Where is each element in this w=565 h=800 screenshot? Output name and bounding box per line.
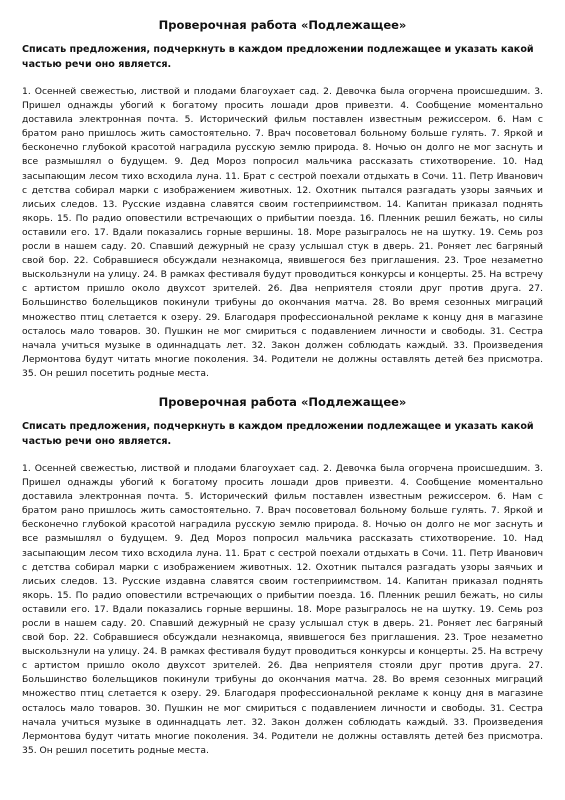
worksheet-title: Проверочная работа «Подлежащее» [158,394,407,409]
worksheet-sentences: 1. Осенней свежестью, листвой и плодами благоухает сад. 2. Девочка была огорчена происшедшим. 3. Пришел однажды убогий к богатому просить лошади дров привезти. 4. Сообщение моментально доставила электронная почта. 5. Исторический фильм поставлен известным режиссером. 6. Нам с братом рано пришлось жить самостоятельно. 7. Врач посоветовал больному больше гулять. 7. Яркой и бесконечно глубокой красотой наградила русскую землю природа. 8. Ночью он долго не мог заснуть и все размышлял о будущем. 9. Дед Мороз попросил мальчика рассказать стихотворение. 10. Над засыпающим лесом тихо всходила луна. 11. Брат с сестрой поехали отдыхать в Сочи. 11. Петр Иванович с детства собирал марки с изображением животных. 12. Охотник пытался разгадать узоры заячьих и лисьих следов. 13. Русские издавна славятся своим гостеприимством. 14. Капитан приказал поднять якорь. 15. По радио оповестили встречающих о прибытии поезда. 16. Пленник решил бежать, но силы оставили его. 17. Вдали показались горные вершины. 18. Море разыгралось не на шутку. 19. Семь роз росли в нашем саду. 20. Спавший дежурный не сразу услышал стук в дверь. 21. Роняет лес багряный свой бор. 22. Собравшиеся обсуждали незнакомца, явившегося без приглашения. 23. Трое незаметно выскользнули на улицу. 24. В рамках фестиваля будут проводиться конкурсы и концерты. 25. На встречу с артистом пришло около двухсот зрителей. 26. Два неприятеля стояли друг против друга. 27. Большинство болельщиков покинули трибуны до окончания матча. 28. Во время сезонных миграций множество птиц слетается к озеру. 29. Благодаря профессиональной рекламе к концу дня в магазине осталось мало товаров. 30. Пушкин не мог смириться с подавлением личности и свободы. 31. Сестра начала учиться музыке в одиннадцать лет. 32. Закон должен соблюдать каждый. 33. Произведения Лермонтова будут читать многие поколения. 34. Родители не должны оставлять детей без присмотра. 35. Он решил посетить родные места. [22,86,543,379]
worksheet-1 [22,18,543,381]
worksheet-2 [22,395,543,758]
worksheet-task: Списать предложения, подчеркнуть в каждом предложении подлежащее и указать какой частью речи оно является. [22,44,534,70]
worksheet-task: Списать предложения, подчеркнуть в каждом предложении подлежащее и указать какой частью речи оно является. [22,420,534,447]
worksheet-title: Проверочная работа «Подлежащее» [158,18,407,32]
worksheet-sentences: 1. Осенней свежестью, листвой и плодами благоухает сад. 2. Девочка была огорчена происшедшим. 3. Пришел однажды убогий к богатому просить лошади дров привезти. 4. Сообщение моментально доставила электронная почта. 5. Исторический фильм поставлен известным режиссером. 6. Нам с братом рано пришлось жить самостоятельно. 7. Врач посоветовал больному больше гулять. 7. Яркой и бесконечно глубокой красотой наградила русскую землю природа. 8. Ночью он долго не мог заснуть и все размышлял о будущем. 9. Дед Мороз попросил мальчика рассказать стихотворение. 10. Над засыпающим лесом тихо всходила луна. 11. Брат с сестрой поехали отдыхать в Сочи. 11. Петр Иванович с детства собирал марки с изображением животных. 12. Охотник пытался разгадать узоры заячьих и лисьих следов. 13. Русские издавна славятся своим гостеприимством. 14. Капитан приказал поднять якорь. 15. По радио оповестили встречающих о прибытии поезда. 16. Пленник решил бежать, но силы оставили его. 17. Вдали показались горные вершины. 18. Море разыгралось не на шутку. 19. Семь роз росли в нашем саду. 20. Спавший дежурный не сразу услышал стук в дверь. 21. Роняет лес багряный свой бор. 22. Собравшиеся обсуждали незнакомца, явившегося без приглашения. 23. Трое незаметно выскользнули на улицу. 24. В рамках фестиваля будут проводиться конкурсы и концерты. 25. На встречу с артистом пришло около двухсот зрителей. 26. Два неприятеля стояли друг против друга. 27. Большинство болельщиков покинули трибуны до окончания матча. 28. Во время сезонных миграций множество птиц слетается к озеру. 29. Благодаря профессиональной рекламе к концу дня в магазине осталось мало товаров. 30. Пушкин не мог смириться с подавлением личности и свободы. 31. Сестра начала учиться музыке в одиннадцать лет. 32. Закон должен соблюдать каждый. 33. Произведения Лермонтова будут читать многие поколения. 34. Родители не должны оставлять детей без присмотра. 35. Он решил посетить родные места. [22,462,543,756]
